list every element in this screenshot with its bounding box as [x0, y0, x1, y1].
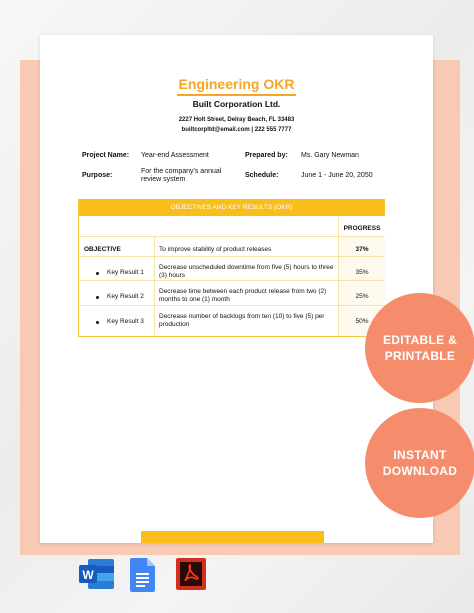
schedule-value: June 1 - June 20, 2050 — [301, 172, 373, 179]
key-result-3-text: Decrease number of backlogs from ten (10) to five (5) per production — [159, 313, 325, 328]
company-address: 2227 Holt Street, Delray Beach, FL 33483 — [178, 117, 295, 123]
key-result-1-progress: 35% — [355, 269, 369, 276]
bullet-icon — [96, 272, 99, 275]
purpose-label: Purpose: — [82, 172, 113, 179]
badge-line: EDITABLE & — [382, 333, 458, 347]
bullet-icon — [96, 296, 99, 299]
footer-bar — [141, 531, 324, 543]
bullet-icon — [96, 321, 99, 324]
badge-line: DOWNLOAD — [382, 464, 458, 478]
purpose-value: For the company's annual review system — [141, 168, 222, 183]
adobe-pdf-icon[interactable] — [176, 558, 206, 595]
objective-progress: 37% — [355, 246, 369, 253]
key-result-2-label: Key Result 2 — [107, 293, 144, 300]
key-result-2-text: Decrease time between each product release from two (2) months to one (1) month — [159, 288, 327, 303]
company-contact: builtcorpltd@email.com | 222 555 7777 — [181, 127, 292, 133]
company-name: Built Corporation Ltd. — [192, 99, 281, 109]
schedule-label: Schedule: — [245, 172, 279, 179]
editable-printable-badge — [365, 293, 474, 403]
okr-table-header: OBJECTIVES AND KEY RESULTS (OKR) — [79, 199, 384, 216]
project-name-value: Year-end Assessment — [141, 152, 209, 159]
prepared-by-value: Ms. Gary Newman — [301, 152, 359, 159]
microsoft-word-icon[interactable] — [78, 558, 116, 595]
instant-download-badge — [365, 408, 474, 518]
objective-text: To improve stability of product releases — [159, 246, 272, 253]
objective-label: OBJECTIVE — [84, 246, 121, 253]
key-result-1-label: Key Result 1 — [107, 269, 144, 276]
okr-table — [78, 199, 385, 337]
key-result-3-label: Key Result 3 — [107, 318, 144, 325]
project-name-label: Project Name: — [82, 152, 130, 159]
key-result-3-progress: 50% — [355, 318, 369, 325]
key-result-2-progress: 25% — [355, 293, 369, 300]
google-docs-icon[interactable] — [130, 558, 156, 597]
badge-line: INSTANT — [393, 448, 447, 462]
company-address-block — [40, 115, 433, 135]
prepared-by-label: Prepared by: — [245, 152, 288, 159]
svg-text:W: W — [82, 568, 94, 582]
document-title: Engineering OKR — [40, 76, 433, 92]
key-result-1-text: Decrease unscheduled downtime from five (5) hours to three (3) hours — [159, 264, 334, 279]
progress-header: PROGRESS — [343, 225, 381, 232]
badge-line: PRINTABLE — [384, 349, 456, 363]
